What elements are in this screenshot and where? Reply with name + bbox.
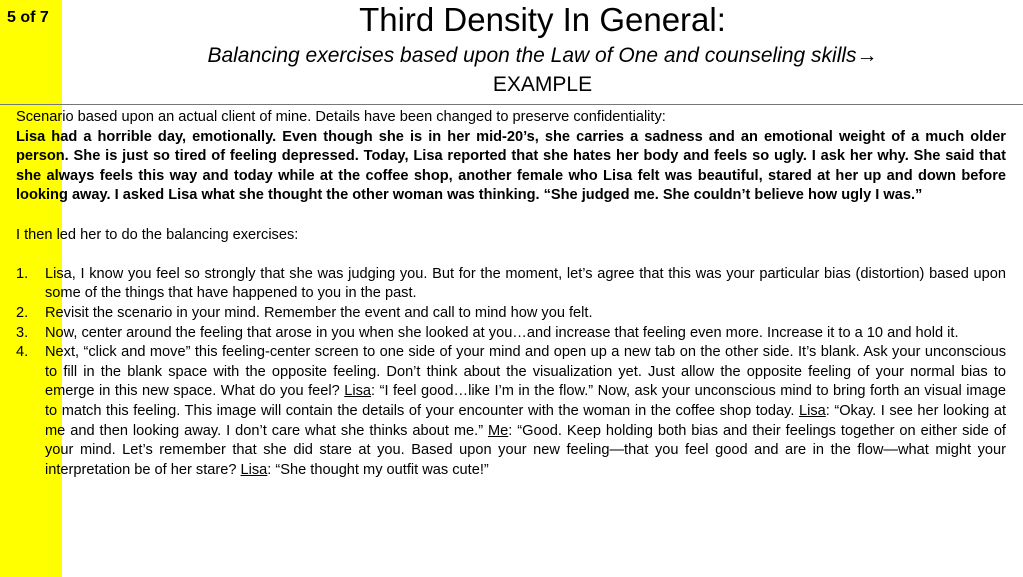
lead-paragraph: I then led her to do the balancing exercises:	[16, 226, 299, 243]
body-text	[16, 108, 1006, 480]
subtitle	[62, 42, 1023, 70]
scenario-paragraph: Lisa had a horrible day, emotionally. Even though she is in her mid-20’s, she carries a sadness and an emotional weight of a much older person. She is just so tired of feeling depressed. Today, Lisa reported that she hates her body and feels so ugly. I ask her why. She said that she always feels this way and today while at the coffee shop, another female who Lisa felt was beautiful, stared at her up and down before looking away. I asked Lisa what she thought the other woman was thinking. “She judged me. She couldn’t believe how ugly I was.”	[16, 128, 1006, 204]
speaker-lisa: Lisa	[240, 461, 268, 478]
step-number: 3.	[16, 324, 29, 341]
example-label: EXAMPLE	[492, 73, 593, 96]
list-item	[16, 324, 1006, 344]
step-number: 4.	[16, 344, 29, 361]
intro-paragraph: Scenario based upon an actual client of mine. Details have been changed to preserve confidentiality:	[16, 109, 666, 125]
step-text: : “Okay. I see her looking at me and then looking away. I don’t care what she thinks about me.”	[45, 402, 1006, 439]
list-item	[16, 265, 1006, 304]
speaker-lisa: Lisa	[798, 402, 826, 419]
step-text: : “Good. Keep holding both bias and their feelings together on either side of your mind. Let’s remember that she did stare at you. Based upon your new feeling—that you feel good and are in the flow—what might your interpretation be of her stare?	[45, 422, 1006, 478]
step-text: : “She thought my outfit was cute!”	[267, 461, 489, 478]
step-text: Revisit the scenario in your mind. Remember the event and call to mind how you felt.	[45, 304, 593, 321]
divider	[0, 104, 1023, 105]
speaker-lisa: Lisa	[344, 383, 372, 400]
step-text: Now, center around the feeling that arose in you when she looked at you…and increase that feeling even more. Increase it to a 10 and hold it.	[45, 324, 959, 341]
page-number: 5 of 7	[7, 9, 49, 26]
subtitle-text: Balancing exercises based upon the Law of One and counseling skills	[207, 44, 857, 67]
step-text: : “I feel good…like I’m in the flow.” Now, ask your unconscious mind to bring forth an visual image to match this feeling. This image will contain the details of your encounter with the woman in the coffee shop today.	[45, 383, 1006, 419]
list-item	[16, 343, 1006, 480]
right-arrow-icon: →	[856, 44, 878, 67]
page-title: Third Density In General:	[359, 1, 726, 38]
step-text: Lisa, I know you feel so strongly that she was judging you. But for the moment, let’s agree that this was your particular bias (distortion) based upon some of the things that have happened to you in the past.	[45, 265, 1006, 302]
steps-list	[16, 265, 1006, 481]
step-number: 1.	[16, 265, 29, 282]
speaker-me: Me	[488, 422, 509, 439]
step-number: 2.	[16, 304, 29, 321]
list-item	[16, 304, 1006, 324]
step-text: Next, “click and move” this feeling-center screen to one side of your mind and open up a new tab on the other side. It’s blank. Ask your unconscious to fill in the blank space with the opposite feeling. Don’t think about the visualization yet. Just allow the opposite feeling of your normal bias to emerge in this new space. What do you feel?	[45, 344, 1006, 400]
